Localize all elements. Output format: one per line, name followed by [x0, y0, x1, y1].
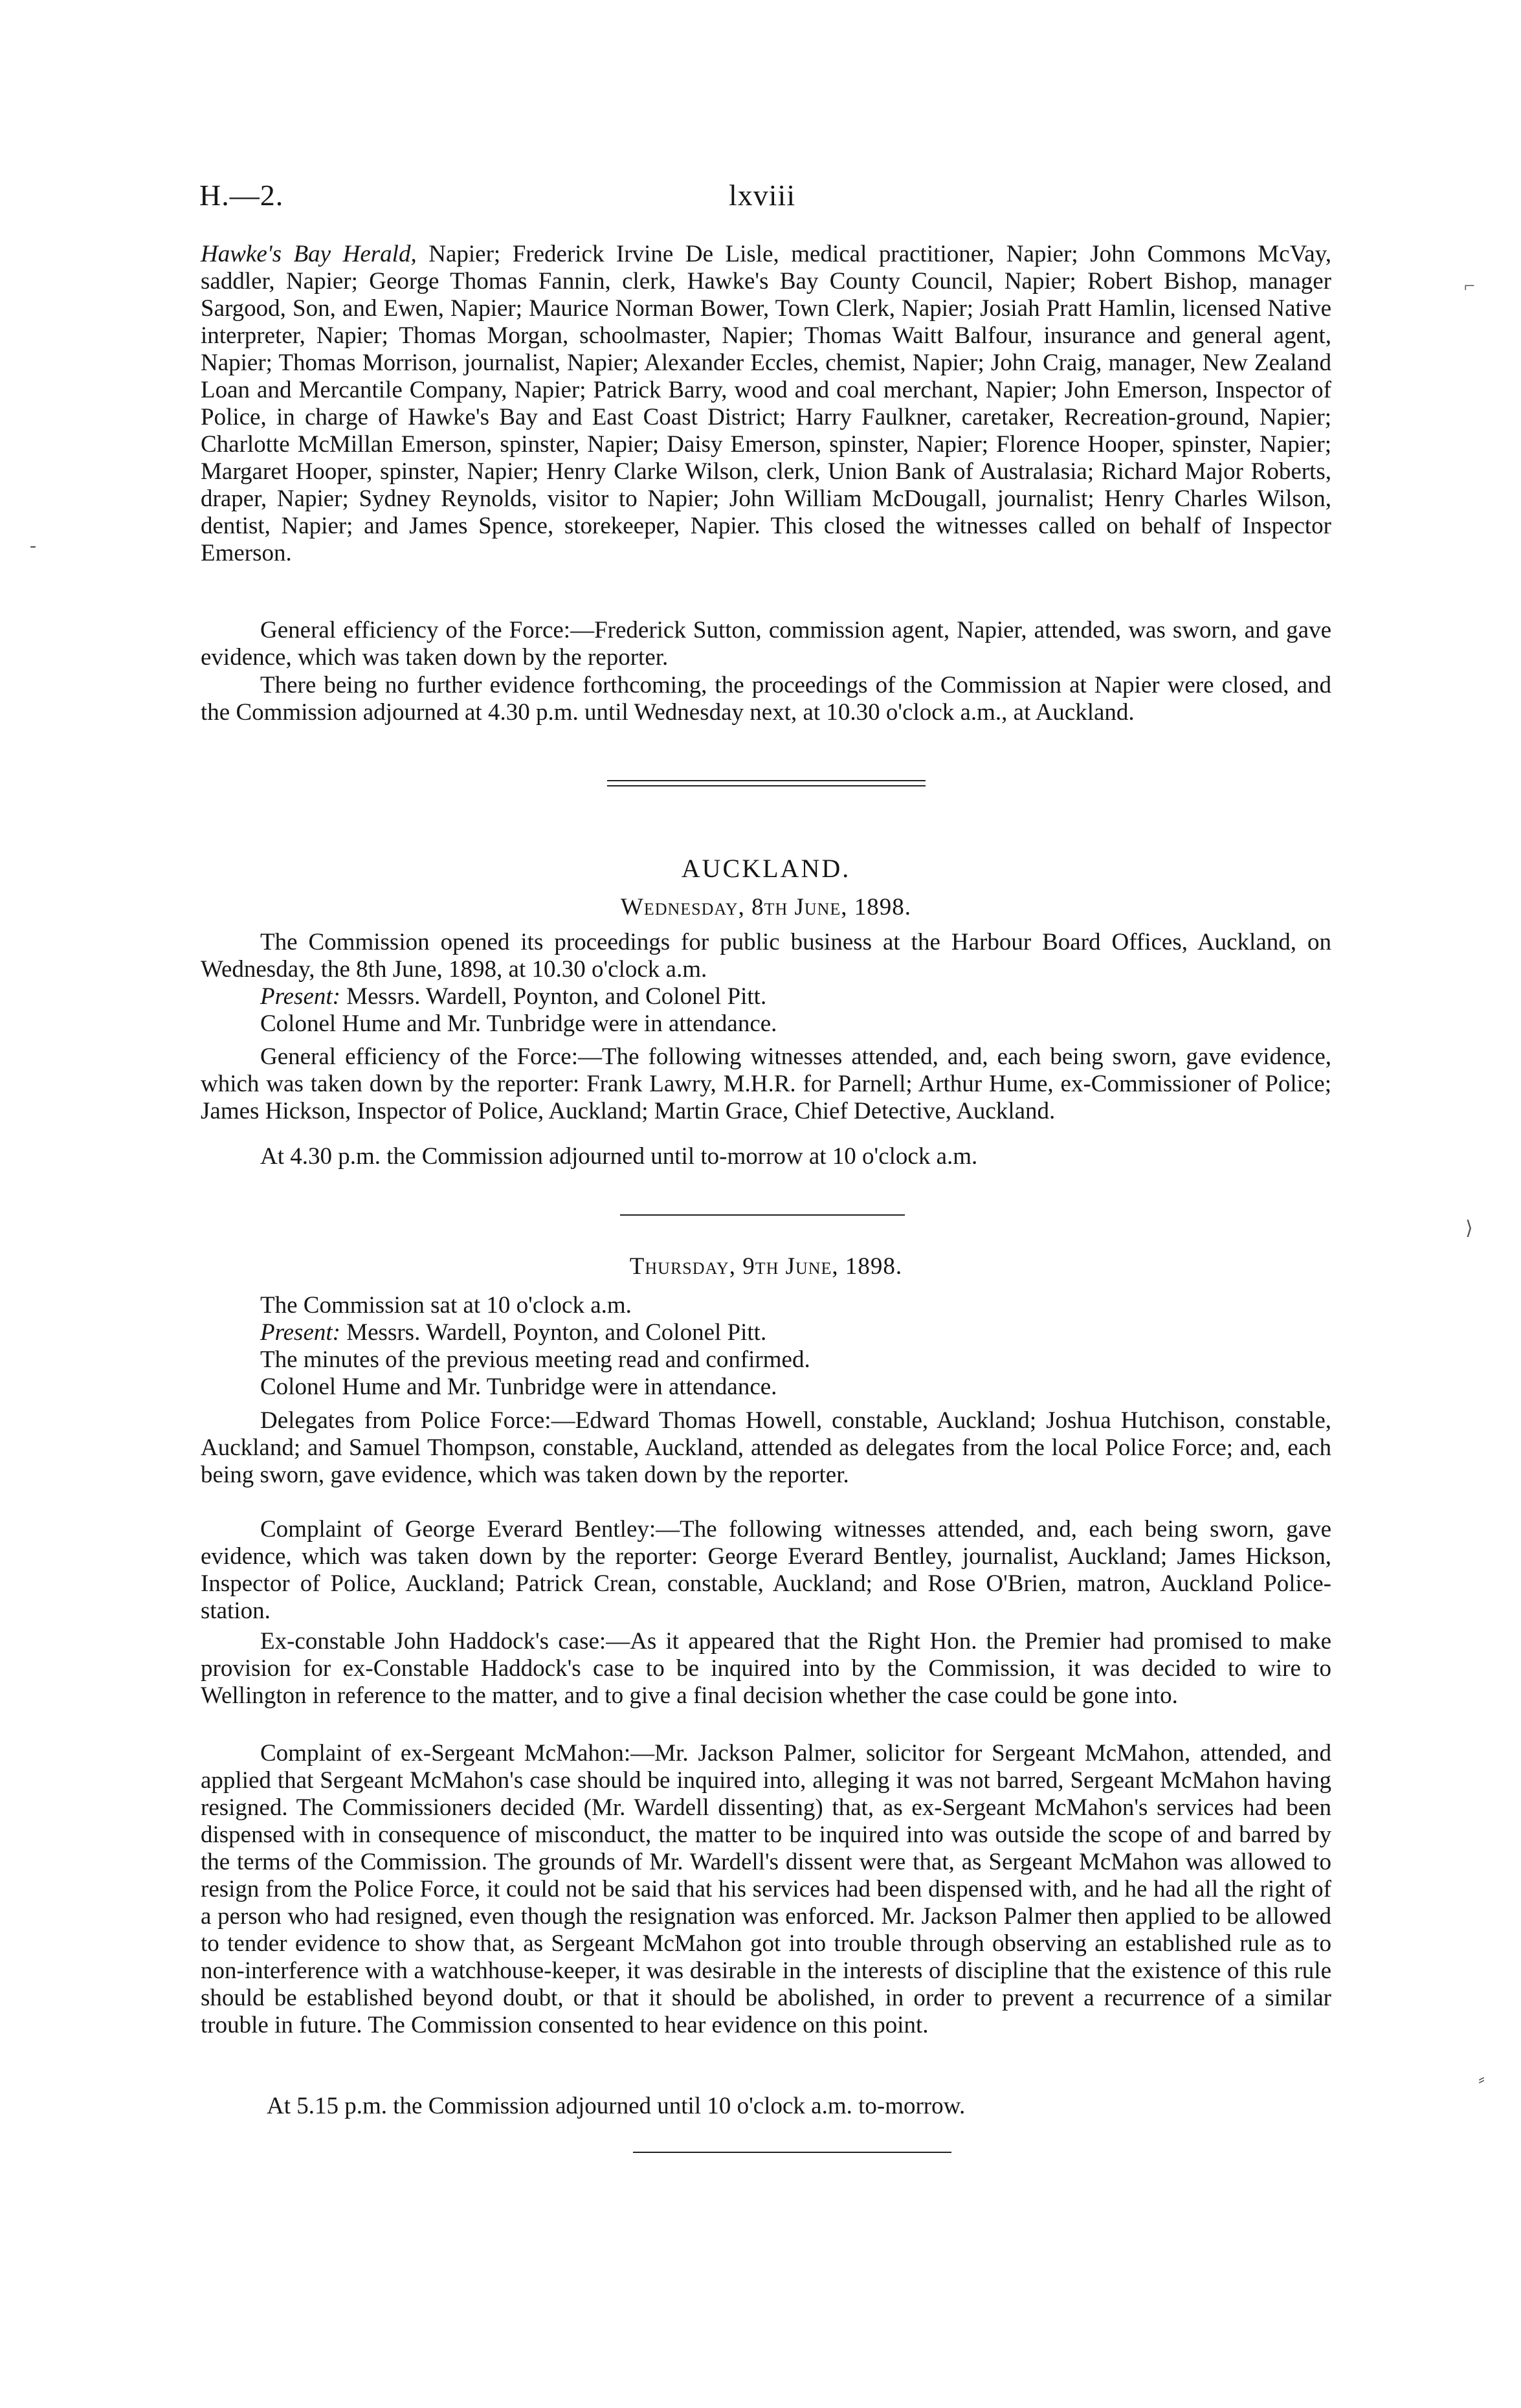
date-heading-wednesday: Wednesday, 8th June, 1898. [620, 894, 912, 920]
present-line-day2 [201, 1319, 1331, 1346]
present-names: Messrs. Wardell, Poynton, and Colonel Pitt. [340, 1319, 767, 1346]
margin-mark: ⸗ [1478, 2068, 1485, 2090]
section-rule [620, 1214, 905, 1216]
running-head-reference: H.—2. [199, 179, 284, 212]
sat-line: The Commission sat at 10 o'clock a.m. [260, 1292, 632, 1319]
date-heading-thursday: Thursday, 9th June, 1898. [629, 1253, 903, 1280]
margin-mark: ⌐ [1464, 275, 1475, 296]
page-number: lxviii [729, 179, 796, 212]
adjourned-line-day2: At 5.15 p.m. the Commission adjourned until 10 o'clock a.m. to-morrow. [267, 2093, 966, 2119]
delegates-paragraph: Delegates from Police Force:—Edward Thomas Howell, constable, Auckland; Joshua Hutchison, constable, Auckland; and Samuel Thompson, constable, Auckland, attended as delegates from the local Police Force; and, each being sworn, gave evidence, which was taken down by the reporter. [201, 1407, 1331, 1488]
newspaper-name: Hawke's Bay Herald, [201, 241, 417, 267]
attendance-line-day2: Colonel Hume and Mr. Tunbridge were in attendance. [260, 1374, 777, 1400]
mcmahon-complaint-paragraph: Complaint of ex-Sergeant McMahon:—Mr. Jackson Palmer, solicitor for Sergeant McMahon, attended, and applied that Sergeant McMahon's case should be inquired into, alleging it was not barred, Sergeant McMahon having resigned. The Commissioners decided (Mr. Wardell dissenting) that, as ex-Sergeant McMahon's services had been dispensed with in consequence of misconduct, the matter to be inquired into was outside the scope of and barred by the terms of the Commission. The grounds of Mr. Wardell's dissent were that, as Sergeant McMahon was allowed to resign from the Police Force, it could not be said that his services had been dispensed with, and he had all the right of a person who had resigned, even though the resignation was enforced. Mr. Jackson Palmer then applied to be allowed to tender evidence to show that, as Sergeant McMahon got into trouble through observing an established rule as to non-interference with a watchhouse-keeper, it was desirable in the interests of discipline that the existence of this rule should be established beyond doubt, or that it should be abolished, in order to prevent a recurrence of a similar trouble in future. The Commission consented to hear evidence on this point. [201, 1740, 1331, 2038]
haddock-case-paragraph: Ex-constable John Haddock's case:—As it appeared that the Right Hon. the Premier had promised to make provision for ex-Constable Haddock's case to be inquired into by the Commission, it was decided to wire to Wellington in reference to the matter, and to give a final decision whether the case could be gone into. [201, 1628, 1331, 1709]
general-efficiency-auckland: General efficiency of the Force:—The following witnesses attended, and, each being sworn, gave evidence, which was taken down by the reporter: Frank Lawry, M.H.R. for Parnell; Arthur Hume, ex-Commissioner of Police; James Hickson, Inspector of Police, Auckland; Martin Grace, Chief Detective, Auckland. [201, 1043, 1331, 1124]
attendance-line-day1: Colonel Hume and Mr. Tunbridge were in attendance. [260, 1010, 777, 1037]
closing-rule [633, 2152, 951, 2153]
present-label: Present: [260, 983, 340, 1010]
adjourned-line-day1: At 4.30 p.m. the Commission adjourned until to-morrow at 10 o'clock a.m. [260, 1143, 978, 1170]
present-names: Messrs. Wardell, Poynton, and Colonel Pitt. [340, 983, 767, 1010]
margin-mark: ⟩ [1465, 1218, 1473, 1239]
witness-list-text: Napier; Frederick Irvine De Lisle, medical practitioner, Napier; John Commons McVay, saddler, Napier; George Thomas Fannin, clerk, Hawke's Bay County Council, Napier; Robert Bishop, manager Sargood, Son, and Ewen, Napier; Maurice Norman Bower, Town Clerk, Napier; Josiah Pratt Hamlin, licensed Native interpreter, Napier; Thomas Morgan, schoolmaster, Napier; Thomas Waitt Balfour, insurance and general agent, Napier; Thomas Morrison, journalist, Napier; Alexander Eccles, chemist, Napier; John Craig, manager, New Zealand Loan and Mercantile Company, Napier; Patrick Barry, wood and coal merchant, Napier; John Emerson, Inspector of Police, in charge of Hawke's Bay and East Coast District; Harry Faulkner, caretaker, Recreation-ground, Napier; Charlotte McMillan Emerson, spinster, Napier; Daisy Emerson, spinster, Napier; Florence Hooper, spinster, Napier; Margaret Hooper, spinster, Napier; Henry Clarke Wilson, clerk, Union Bank of Australasia; Richard Major Roberts, draper, Napier; Sydney Reynolds, visitor to Napier; John William McDougall, journalist; Henry Charles Wilson, dentist, Napier; and James Spence, storekeeper, Napier. This closed the witnesses called on behalf of Inspector Emerson. [201, 241, 1331, 566]
napier-closing-paragraph: There being no further evidence forthcoming, the proceedings of the Commission at Napier were closed, and the Commission adjourned at 4.30 p.m. until Wednesday next, at 10.30 o'clock a.m., at Auckland. [201, 672, 1331, 726]
section-double-rule [607, 780, 926, 790]
general-efficiency-napier: General efficiency of the Force:—Frederick Sutton, commission agent, Napier, attended, was sworn, and gave evidence, which was taken down by the reporter. [201, 617, 1331, 671]
auckland-opening-paragraph: The Commission opened its proceedings for public business at the Harbour Board Offices, Auckland, on Wednesday, the 8th June, 1898, at 10.30 o'clock a.m. [201, 929, 1331, 983]
present-line-day1 [201, 983, 1331, 1010]
bentley-complaint-paragraph: Complaint of George Everard Bentley:—The following witnesses attended, and, each being sworn, gave evidence, which was taken down by the reporter: George Everard Bentley, journalist, Auckland; James Hickson, Inspector of Police, Auckland; Patrick Crean, constable, Auckland; and Rose O'Brien, matron, Auckland Police-station. [201, 1516, 1331, 1624]
witness-list-paragraph [201, 241, 1331, 567]
minutes-line: The minutes of the previous meeting read and confirmed. [260, 1346, 810, 1373]
margin-mark: - [30, 535, 36, 556]
present-label: Present: [260, 1319, 340, 1346]
section-heading-auckland: AUCKLAND. [681, 854, 851, 883]
